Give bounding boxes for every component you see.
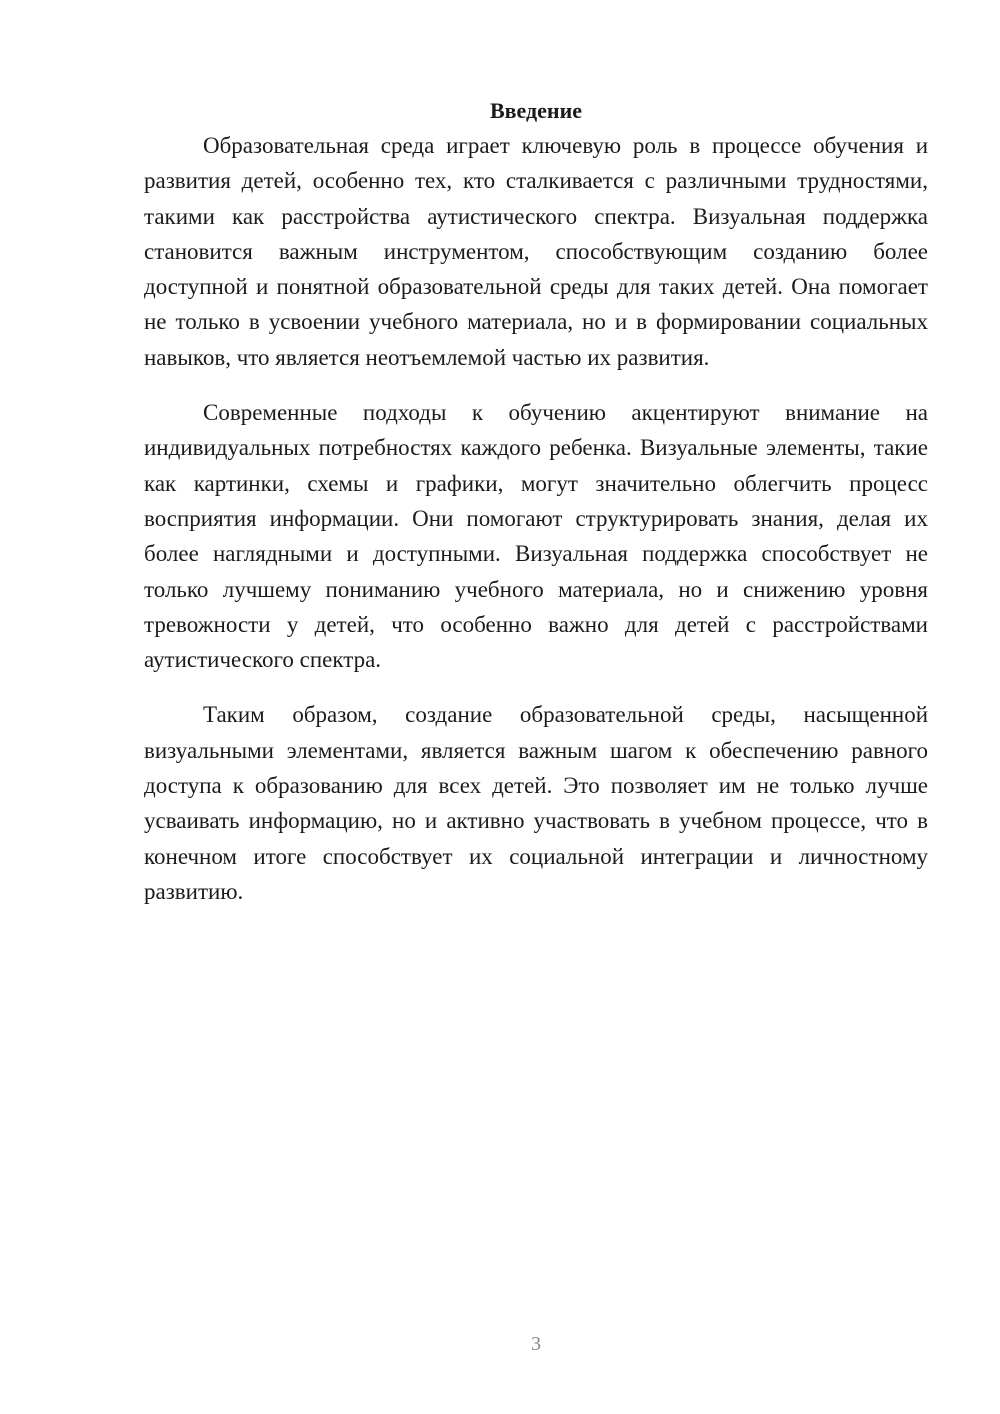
page-number: 3 <box>531 1333 541 1355</box>
page-content <box>144 96 928 929</box>
paragraph-3: Таким образом, создание образовательной среды, насыщенной визуальными элементами, является важным шагом к обеспечению равного доступа к образованию для всех детей. Это позволяет им не только лучше усваивать информацию, но и активно участвовать в учебном процессе, что в конечном итоге способствует их социальной интеграции и личностному развитию. <box>144 702 928 904</box>
paragraph-2: Современные подходы к обучению акцентируют внимание на индивидуальных потребностях каждого ребенка. Визуальные элементы, такие как картинки, схемы и графики, могут значительно облегчить процесс восприятия информации. Они помогают структурировать знания, делая их более наглядными и доступными. Визуальная поддержка способствует не только лучшему пониманию учебного материала, но и снижению уровня тревожности у детей, что особенно важно для детей с расстройствами аутистического спектра. <box>144 400 928 673</box>
paragraph-1: Образовательная среда играет ключевую роль в процессе обучения и развития детей, особенно тех, кто сталкивается с различными трудностями, такими как расстройства аутистического спектра. Визуальная поддержка становится важным инструментом, способствующим созданию более доступной и понятной образовательной среды для таких детей. Она помогает не только в усвоении учебного материала, но и в формировании социальных навыков, что является неотъемлемой частью их развития. <box>144 133 928 370</box>
section-heading: Введение <box>489 98 583 123</box>
